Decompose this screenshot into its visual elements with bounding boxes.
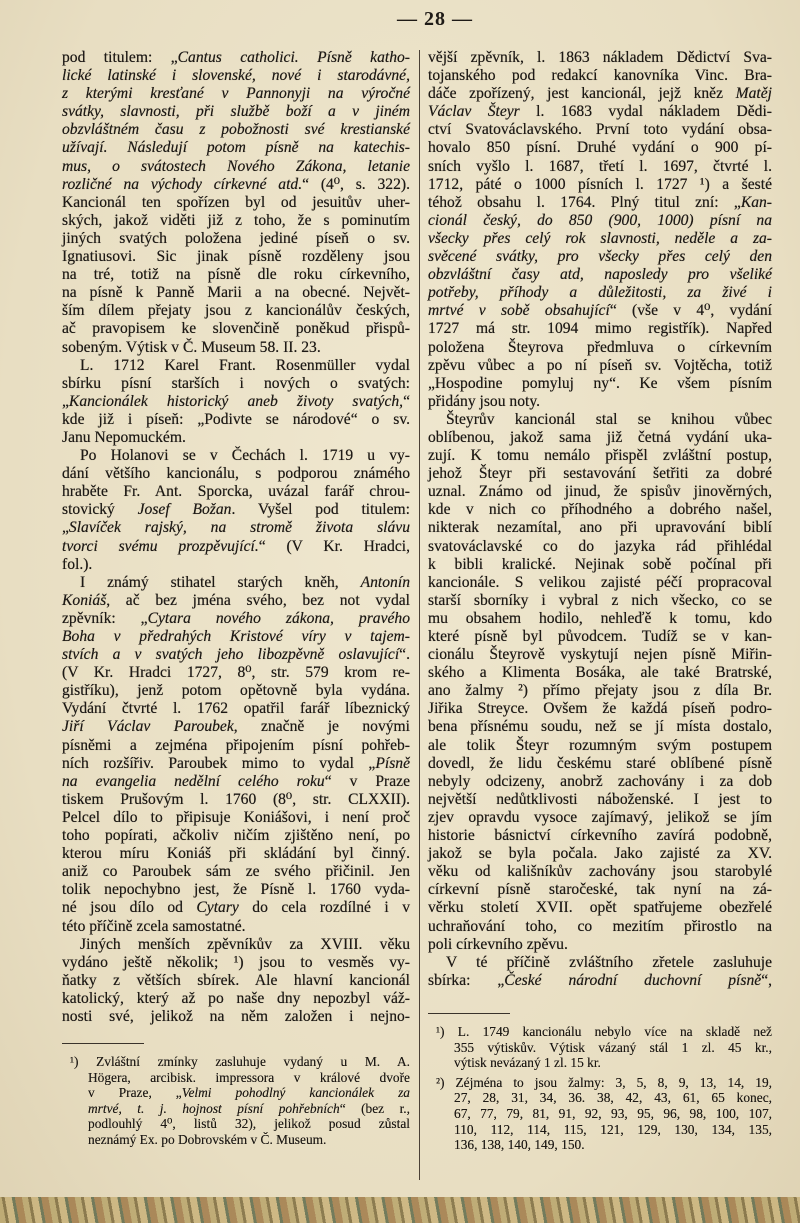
italic-text: mrtvé, t. j. hojnost písní pohřebních [88, 1100, 340, 1116]
text-line [428, 212, 772, 230]
text-line: bena přísnému soudu, než se jí místa dostalo, [428, 718, 772, 736]
text-line: ctví Svatováclavského. První toto vydání obsa- [428, 121, 772, 139]
text-line: svatováclavské co do jazyka rád přihlédal [428, 537, 772, 555]
text-line: kde již i píseň: „Podivte se národové“ o sv. [62, 410, 410, 428]
text-line: nebyly odcizeny, anobrž zachovány i za dob [428, 772, 772, 790]
text-line: fol.). [62, 555, 93, 573]
italic-text: Cantus catholici. Písně katho- [177, 49, 410, 66]
text-line: Jiří Václav Paroubek, značně je novými [62, 718, 410, 736]
text-line: jehož Šteyr při sestavování šetřiti za dobré [428, 465, 772, 483]
text-line: Václav Šteyr l. 1683 vydal nákladem Dědi- [428, 103, 772, 121]
text-line: ních rozšířiv. Paroubek mimo to vydal „Písně [62, 754, 410, 772]
text-line: „Kancionálek historický aneb životy svatých,“ [62, 392, 410, 410]
footnote-line: mrtvé, t. j. hojnost písní pohřebních“ (bez r., [88, 1100, 410, 1116]
italic-text: lické latinské i slovenské, nové i starodávné, [62, 67, 410, 85]
text-line [62, 158, 410, 176]
text-line: ale tolik Šteyr rozumným svým postupem [428, 736, 772, 754]
text-line: „Hospodine pomyluj ny“. Ke všem písním [428, 374, 772, 392]
text-line: starší sborníky i vybral z nich všecko, co se [428, 591, 772, 609]
text-line: cionálu Šteyrově vyskytují nejen písně Miřin- [428, 646, 772, 664]
text-line: přidány jsou noty. [428, 392, 541, 410]
text-line: Pelcel dílo to připisuje Koniášovi, i není proč [62, 808, 410, 826]
text-line: katolický, který až po naše dny nepozbyl váž- [62, 989, 410, 1007]
italic-text: užívají. Následují potom písně na katechis- [62, 139, 410, 157]
text-line [428, 230, 772, 248]
footnote-line: podlouhlý 4⁰, listů 32), jelikož posud zůstal [88, 1116, 410, 1132]
italic-text: České národní duchovní písně [504, 971, 762, 989]
text-line: téhož obsahu l. 1764. Plný titul zní: „Kan- [428, 193, 772, 211]
text-line: L. 1712 Karel Frant. Rosenmüller vydal [80, 356, 410, 374]
text-line: Koniáš, ač bez jména svého, bez not vydal [62, 591, 410, 609]
text-line: toho popírati, ačkoliv ničím zjištěno není, po [62, 827, 410, 845]
italic-text: z kterými kresťané v Pannonyji na výročné [62, 85, 410, 103]
text-line: na písně k Panně Marii a na obecné. Největ- [62, 284, 410, 302]
text-line: sobeným. Výtisk v Č. Museum 58. II. 23. [62, 338, 321, 356]
italic-text: potřeby, příhody a důležitosti, za živé i [428, 284, 772, 302]
text-line: Ignatiusovi. Sic jinak písně rozděleny jsou [62, 248, 410, 266]
text-line: církevní písně staročeské, tak nyní na zá- [428, 881, 772, 899]
text-line [62, 85, 410, 103]
text-line [62, 67, 410, 85]
text-line: dovedl, že lidu českému staré oblíbené písně [428, 754, 772, 772]
text-line: na evangelia nedělní celého roku“ v Praze [62, 772, 410, 790]
text-line: ského a Klimenta Bosáka, ale také Bratrské, [428, 664, 772, 682]
text-line: zpěvu vůbec a po ní píseň sv. Vojtěcha, totiž [428, 356, 772, 374]
text-line: V té příčině zvláštního zřetele zasluhuje [446, 953, 772, 971]
italic-text: tvorci svému prozpěvující. [62, 537, 259, 555]
column-divider [419, 50, 420, 1180]
italic-text: Cytary [196, 899, 239, 917]
text-line: ač pravopisem ke slovenčině poněkud přispů- [62, 320, 410, 338]
text-line: tolik nepochybno jest, že Písně l. 1760 vyda- [62, 881, 410, 899]
text-line: stovický Josef Božan. Vyšel pod titulem: [62, 501, 410, 519]
text-line [62, 121, 410, 139]
text-line: (V Kr. Hradci 1727, 8⁰, str. 579 krom re- [62, 664, 410, 682]
text-line: nosti své, jelikož na něm založen i nejno- [62, 1007, 410, 1025]
text-line: ším dílem přejaty jsou z kancionálův českých, [62, 302, 410, 320]
italic-text: Koniáš [62, 591, 107, 609]
footnote-line: ²) Zéjména to jsou žalmy: 3, 5, 8, 9, 13, 14, 19, [436, 1074, 772, 1090]
italic-text: Velmi pohodlný kancionálek za [181, 1085, 410, 1101]
page-number: — 28 — [397, 8, 473, 30]
italic-text: na evangelia nedělní celého roku [62, 772, 325, 790]
text-line: věku od kališníkův zachovány jsou starobylé [428, 863, 772, 881]
italic-text: Matěj [735, 85, 772, 103]
text-line: k bibli kralické. Nejinak sobě počínal při [428, 555, 772, 573]
text-line [428, 248, 772, 266]
text-line: Janu Nepomuckém. [62, 428, 186, 446]
footnotes-left [62, 1043, 410, 1148]
left-column [62, 49, 410, 1026]
text-line: ských, jakož viděti již z toho, že s pominutím [62, 211, 410, 229]
text-line: které písně byl původcem. Tudíž se v kan- [428, 628, 772, 645]
text-line: Šteyrův kancionál stal se knihou vůbec [446, 410, 772, 428]
text-line: tvorci svému prozpěvující.“ (V Kr. Hradci, [62, 537, 410, 555]
footnote-line: 110, 112, 114, 115, 121, 129, 130, 134, 135, [454, 1121, 772, 1137]
text-line [62, 139, 410, 157]
text-line: Po Holanovi se v Čechách l. 1719 u vy- [80, 447, 410, 465]
italic-text: Antonín [360, 573, 410, 591]
footnote-line: ¹) Zvláštní zmínky zasluhuje vydaný u M. A. [70, 1054, 410, 1069]
footnote-line: v Praze, „Velmi pohodlný kancionálek za [88, 1085, 410, 1101]
text-line: 1712, páté o 1000 písních l. 1727 ¹) a šesté [428, 175, 772, 193]
text-line: uznal. Známo od jinud, že spisův jinověrných, [428, 483, 772, 501]
italic-text: Kancionálek historický aneb životy svatých, [68, 392, 404, 410]
italic-text: Josef Božan [137, 501, 232, 519]
italic-text: mus, o svátostech Nového Zákona, letanie [62, 157, 410, 175]
italic-text: Písně [375, 754, 410, 772]
text-line: kterou míru Koniáš při skládání byl činný. [62, 845, 410, 863]
text-line: „Slavíček rajský, na stromě života slávu [62, 519, 410, 537]
text-line: oblíbenou, jakož sama již četná vydání uka- [428, 428, 772, 446]
italic-text: Cytara nového zákona, pravého [147, 609, 411, 627]
italic-text: svěcené svátky, pro všecky přes celý den [428, 248, 772, 266]
text-line [62, 628, 410, 646]
text-line: ňatky z větších sbírek. Ale hlavní kancionál [62, 971, 410, 989]
italic-text: Jiří Václav Paroubek [62, 718, 234, 736]
text-line: zpěvník: „Cytara nového zákona, pravého [62, 609, 411, 627]
footnote-line: 136, 138, 140, 149, 150. [454, 1137, 585, 1153]
text-line: sbírka: „České národní duchovní písně“, [428, 971, 773, 989]
text-line: poli církevního zpěvu. [428, 935, 568, 953]
text-line: rozličné na východy církevné atd.“ (4⁰, s. 322). [62, 175, 410, 193]
italic-text: stvích a v svatých jeho libozpěvně oslavující [62, 646, 400, 664]
text-line: kde v nich co příhodného a dobrého našel, [428, 501, 772, 519]
text-line: hraběte Fr. Ant. Sporcka, uvázal farář chrou- [62, 483, 410, 501]
text-line: dání většího kancionálu, s podporou známého [62, 465, 410, 483]
text-line: nikterak nezamítal, ano při upravování biblí [428, 519, 772, 537]
text-line: sních vyšlo l. 1687, třetí l. 1697, čtvrté l. [428, 157, 772, 175]
text-line [428, 266, 772, 284]
italic-text: Václav Šteyr [428, 103, 520, 121]
italic-text: Kan- [740, 193, 772, 211]
text-line: na tré, totiž na písně dle roku církevního, [62, 266, 410, 284]
footnote-rule [428, 1013, 510, 1014]
text-line: 1727 má str. 1094 mimo registřík). Napřed [428, 320, 772, 338]
text-line: tojanského pod redakcí kanovníka Vinc. Bra- [428, 67, 772, 85]
italic-text: cionál český, do 850 (900, 1000) písní na [428, 211, 772, 229]
text-line: písněmi a zejména připojením písní pohřeb- [62, 736, 410, 754]
text-line: jiných svatých položena jediné píseň o sv. [62, 229, 410, 247]
text-line [428, 284, 772, 302]
italic-text: Boha v předrahých Kristové víry v tajem- [62, 628, 410, 645]
text-line: položena Šteyrova předmluva o církevním [428, 338, 772, 356]
footnote-line: neznámý Ex. po Dobrovském v Č. Museum. [88, 1131, 327, 1147]
text-line: této příčině zcela samostatné. [62, 917, 246, 935]
text-line: Jiřika Streyce. Ovšem že každá píseň podro- [428, 700, 772, 718]
text-line: mrtvé v sobě obsahující“ (vše v 4⁰, vydání [428, 302, 772, 320]
text-line: stvích a v svatých jeho libozpěvně oslavující“. [62, 646, 410, 664]
text-line: zují. K tomu nemálo přispěl zvláštní postup, [428, 447, 772, 465]
text-line: tiskem Prušovým l. 1760 (8⁰, str. CLXXII). [62, 790, 410, 808]
text-line: sbírku písní starších i nových o svatých: [62, 374, 410, 392]
italic-text: všecky přes celý rok slavnosti, neděle a za- [428, 229, 772, 247]
italic-text: svátky, slavnosti, při službě boží a v jiném [62, 103, 410, 121]
text-line: Vydání čtvrté l. 1762 opatřil farář líbeznický [62, 700, 410, 718]
text-line: dáče zpořízený, jest kancionál, jejž kněz Matěj [428, 85, 772, 103]
text-line: věrku století XVII. opět spatřujeme obezřelé [428, 899, 772, 917]
text-line: I známý stihatel starých kněh, Antonín [80, 573, 410, 591]
italic-text: mrtvé v sobě obsahující [428, 302, 610, 320]
text-line: vější zpěvník, l. 1863 nákladem Dědictví Sva- [428, 49, 772, 66]
footnote-rule [62, 1043, 144, 1044]
text-line: ano žalmy ²) přímo přejaty jsou z díla Br. [428, 682, 772, 700]
text-line: historie básnictví církevního zavírá podobně, [428, 827, 772, 845]
text-line: né jsou dílo od Cytary do cela rozdílné i v [62, 899, 410, 917]
text-line: pod titulem: „Cantus catholici. Písně katho- [62, 49, 410, 66]
italic-text: rozličné na východy církevné atd. [62, 175, 303, 193]
text-line: gistříku), jenž potom opětovně byla vydána. [62, 682, 410, 700]
text-line [62, 103, 410, 121]
text-line: kancionále. S velikou zajisté péčí propracoval [428, 573, 772, 591]
italic-text: Slavíček rajský, na stromě života slávu [68, 519, 410, 537]
text-line: vydáno ještě několik; ¹) jsou to vesměs vy- [62, 953, 410, 971]
footnote-line: ¹) L. 1749 kancionálu nebylo více na skladě než [436, 1024, 772, 1039]
footnotes-right [428, 1013, 772, 1153]
footnote-line: 27, 28, 31, 34, 36. 38, 42, 43, 61, 65 konec, [454, 1090, 772, 1106]
italic-text: obzvláštní časy atd, naposledy pro všeliké [428, 266, 772, 284]
footnote-line: výtisk nevázaný 1 zl. 15 kr. [454, 1055, 601, 1071]
text-line: jakož se byla počala. Jako zajisté za XV. [428, 845, 772, 863]
text-line: Jiných menších zpěvníkův za XVIII. věku [80, 935, 410, 953]
text-line: mu obsahem hodilo, nehleďě k tomu, kdo [428, 609, 772, 627]
page-bottom-edge [0, 1197, 800, 1223]
footnote-line: Högera, arcibisk. impressora v králové dvoře [88, 1069, 410, 1085]
italic-text: obzvláštném času z pobožnosti své krestianské [62, 121, 410, 139]
footnote-line: 355 výtiskův. Výtisk vázaný stál 1 zl. 45 kr., [454, 1039, 772, 1055]
text-line: aniž co Paroubek sám ze svého přičinil. Jen [62, 863, 410, 881]
footnote-line: 67, 77, 79, 81, 91, 92, 93, 95, 96, 98, 100, 107, [454, 1105, 772, 1121]
right-column [428, 49, 772, 990]
text-line: největší nedůtklivosti náboženské. I jest to [428, 790, 772, 808]
text-line: uchraňování toho, co mezitím přirostlo na [428, 917, 772, 935]
text-line: hovalo 850 písní. Druhé vydání o 900 pí- [428, 139, 772, 157]
text-line: Kancionál ten spořízen byl od jesuitův uher- [62, 193, 410, 211]
text-line: zjev opravdu vysoce zajímavý, jelikož se jím [428, 808, 772, 826]
